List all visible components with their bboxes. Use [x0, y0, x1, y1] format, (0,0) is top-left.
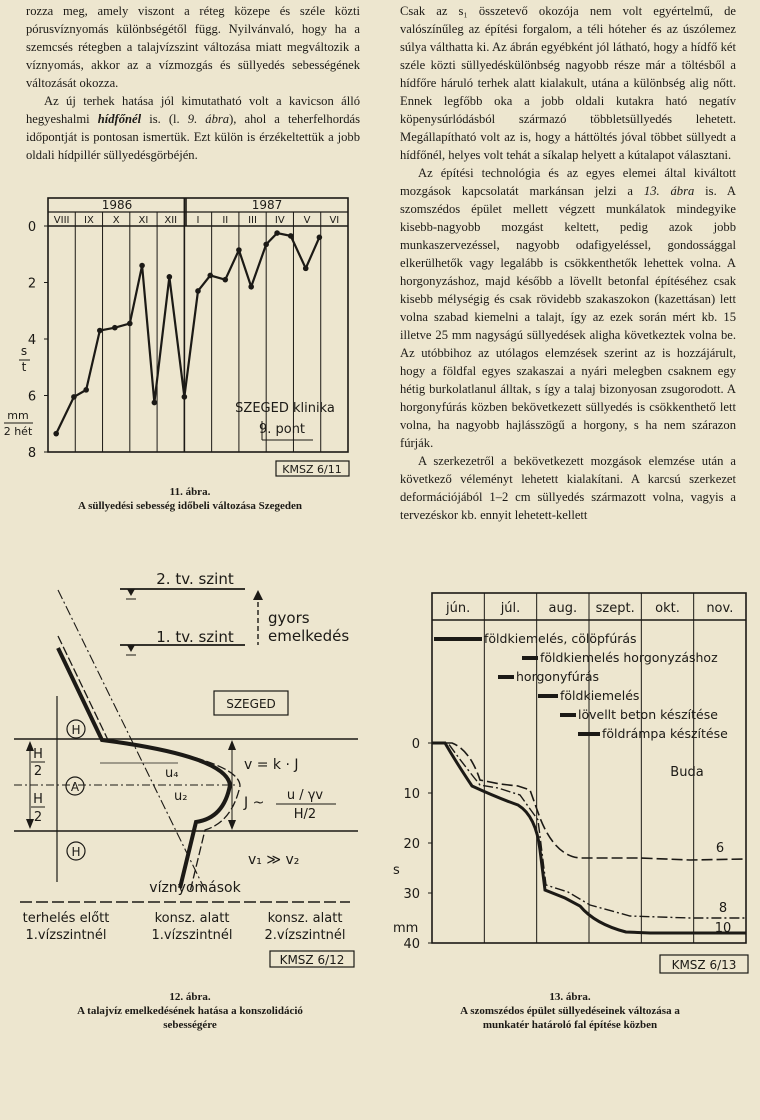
fig11-unit-bottom: 2 hét	[3, 425, 33, 438]
paragraph: Az építési technológia és az egyes elemei által kiváltott mozgások kapcsolatát markánsan jelzi a 13. ábra is. A szomszédos épület mellett végzett munkálatok mindegyike kisebb-nagyobb mozgást keltett, pedig azok jobb munkaszervezéssel, nagyobb odafigyeléssel, gondossággal elkerülhetők vagy legalább is csökkenthetők lehettek volna. A horgonyzáshoz, majd később a lövellt betonfal építéséhez csak kisebb mélységig és csak rövidebb szakaszokon (kazettásan) lett volna szabad kiemelni a talajt, így az ezek során mért kb. 15 illetve 25 mm nagyságú süllyedések aligha következtek volna be. Az utóbbihoz az utólagos elemzések szerint az is hozzájárult, hogy a földfal egyes szakaszai a nyári melegben csaknem egy hétig burkolatlanul álltak, s így a talaj bizonyosan zsugorodott. A horgonyfúrás közben bekövetkezett süllyedés is csökkenthető lett volna, ha nagyobb hajlásszögű a horgony, s ha nem szárazon fúrják.	[400, 166, 736, 450]
fig13-activities	[434, 631, 728, 741]
fig11-y-tick-label: 2	[27, 276, 37, 292]
fig13-y-tick-label: 0	[411, 737, 420, 752]
fig11-data-point	[274, 230, 280, 236]
level-1-marker	[120, 628, 245, 655]
fig11-month-label: V	[303, 215, 311, 226]
paragraph: Az új terhek hatása jól kimutatható volt a kavicson álló hegyeshalmi hídfőnél is. (l. 9. ábra), ahol a teherfelhordás időpontját is pontosan ismertük. Ezt külön is érzékeltettük a jobb oldali hídpillér süllyedésgörbéjén.	[26, 94, 360, 162]
fig12-bottom-labels	[23, 911, 346, 943]
fig11-data-point	[288, 233, 294, 239]
fig11-number: 11. ábra.	[169, 486, 211, 498]
fig11-month-labels	[54, 215, 339, 226]
fig11-year-1986: 1986	[101, 198, 133, 212]
u2-label: u₂	[174, 789, 188, 804]
pressures-label: víznyomások	[149, 880, 241, 896]
fig11-data-point	[71, 394, 77, 400]
fig11-unit-top: mm	[7, 409, 29, 422]
half-bottom-num: H	[33, 792, 43, 807]
fig11-data-point	[317, 235, 323, 241]
fig11-data-point	[167, 274, 173, 280]
fig11-annotation-2: 9. pont	[258, 422, 306, 437]
fig11-data-point	[139, 263, 145, 269]
curve-label-10: 10	[714, 921, 732, 936]
fig11-month-label: VIII	[53, 215, 70, 226]
fig11-data-point	[83, 387, 89, 393]
fig11-data-point	[248, 284, 254, 290]
fig11-month-label: XI	[138, 215, 149, 226]
fig11-y-tick-label: 0	[27, 220, 37, 235]
activity-label: földrámpa készítése	[602, 726, 728, 741]
fig12-caption	[20, 990, 360, 1032]
fig13-caption-line-1: A szomszédos épület süllyedéseinek változása a	[460, 1005, 680, 1017]
fig11-data-point	[53, 431, 59, 437]
fig12-label: konsz. alatt	[154, 911, 230, 926]
u4-label: u₄	[165, 766, 179, 781]
fig11-month-label: I	[196, 215, 200, 226]
fig11-y-tick-label: 6	[27, 389, 37, 405]
curve-label-8: 8	[718, 901, 728, 916]
fig11-month-label: IV	[274, 215, 285, 226]
fig11-data-point	[236, 247, 242, 253]
activity-label: horgonyfúrás	[516, 669, 600, 684]
rise-label-2: emelkedés	[268, 627, 350, 645]
rise-arrow	[253, 590, 349, 645]
fig13-month-label: okt.	[655, 601, 680, 616]
fig11-data-point	[207, 273, 213, 279]
fig11-data-point	[195, 288, 201, 294]
figure-13-chart	[390, 590, 760, 1000]
fig11-data-point	[182, 394, 188, 400]
layer-h-bottom: H	[71, 845, 81, 859]
fig11-ylabel-s: s	[20, 344, 28, 358]
fig11-y-tick-label: 4	[27, 333, 37, 348]
paragraph: rozza meg, amely viszont a réteg közepe és széle közti pórusvíznyomás különbségétől függ. Nyilvánvaló, hogy ha a szemcsés rétegben a talajvízszint változása miatt megváltozik a víznyomás, akkor az a vízmozgás és süllyedés sebességének változását okozza.	[26, 4, 360, 90]
activity-label: lövellt beton készítése	[578, 707, 718, 722]
half-top-num: H	[33, 747, 43, 762]
half-top-den: 2	[33, 764, 43, 779]
fig11-month-label: XII	[164, 215, 178, 226]
fig11-y-tick-label: 8	[27, 446, 37, 461]
fig13-code: KMSZ 6/13	[671, 958, 737, 972]
pressure-line-level2	[58, 636, 240, 892]
fig11-month-label: X	[112, 215, 120, 226]
fig11-ylabel-t: t	[21, 360, 27, 374]
half-bottom-den: 2	[33, 810, 43, 825]
activity-label: földkiemelés	[560, 688, 640, 703]
activity-label: földkiemelés horgonyzáshoz	[540, 650, 718, 665]
fig11-data-point	[112, 325, 118, 331]
level-1-label: 1. tv. szint	[156, 628, 234, 646]
fig12-label: 1.vízszintnél	[25, 928, 107, 943]
fig11-data-point	[152, 400, 158, 406]
fig12-label: 2.vízszintnél	[264, 928, 346, 943]
layer-a: A	[70, 780, 80, 794]
fig12-caption-line-1: A talajvíz emelkedésének hatása a konszolidáció	[77, 1005, 303, 1017]
eq-gradient-num: u / γv	[286, 788, 324, 803]
eq-gradient-lhs: J ~	[244, 795, 265, 811]
pressure-line-level1	[58, 648, 230, 888]
fig11-annotation-1: SZEGED klinika	[235, 401, 335, 416]
rise-label-1: gyors	[268, 609, 310, 627]
eq-velocity: v = k · J	[244, 757, 299, 773]
fig11-data-point	[303, 266, 309, 272]
figure-12-diagram	[0, 560, 370, 980]
city-label: SZEGED	[226, 697, 276, 711]
fig12-caption-line-2: sebességére	[163, 1019, 217, 1031]
layer-h-top: H	[71, 723, 81, 737]
fig13-y-tick-label: 40	[403, 937, 420, 952]
fig11-caption	[20, 485, 360, 513]
fig11-month-label: IX	[84, 215, 94, 226]
fig11-caption-text: A süllyedési sebesség időbeli változása Szegeden	[78, 500, 302, 512]
fig13-y-tick-label: 30	[403, 887, 420, 902]
fig13-month-label: aug.	[548, 601, 578, 616]
fig13-place: Buda	[670, 765, 704, 780]
fig13-ylabel: s	[393, 863, 400, 878]
eq-gradient-den: H/2	[293, 807, 317, 822]
fig13-y-tick-label: 10	[403, 787, 420, 802]
fig13-y-ticks	[403, 737, 432, 952]
fig12-label: terhelés előtt	[22, 911, 110, 926]
fig13-unit: mm	[393, 921, 419, 936]
level-2-label: 2. tv. szint	[156, 570, 234, 588]
fig13-y-tick-label: 20	[403, 837, 420, 852]
fig11-month-label: II	[222, 215, 229, 226]
fig11-code: KMSZ 6/11	[282, 463, 342, 476]
fig12-label: 1.vízszintnél	[151, 928, 233, 943]
fig13-caption-line-2: munkatér határoló fal építése közben	[482, 1019, 658, 1031]
fig13-month-label: nov.	[706, 601, 734, 616]
curve-label-6: 6	[715, 841, 725, 856]
paragraph: A szerkezetről a bekövetkezett mozgások elemzése után a következő véleményt lehetett kialakítani. A karcsú szerkezet deformációjából 1–2 cm süllyedés származott volna, vagyis a tervezéskor kb. ennyit lehetett-kellett	[400, 454, 736, 522]
fig11-month-label: III	[248, 215, 257, 226]
paragraph: Csak az s₁ összetevő okozója nem volt egyértelmű, de valószínűleg az építési forgalom, a téli hóteher és az úszólemez súlya válthatta ki. Az ábrán egyébként jól látható, hogy a hídfő két széle közti süllyedéskülönbség nagyobb része már a töltésből a hídfőre háruló terhek alatt kialakult, utána a különbség alig nőtt. Ennek legfőbb oka a jobb oldali kutakra ható negatív köpenysúrlódásból származó többletsüllyedés lehetett. Megállapítható volt az is, hogy a háttöltés jóval többet süllyedt a hídfőnél, helyes volt tehát a síkalap helyett a kútalapot választani.	[400, 4, 736, 162]
left-text-column	[26, 2, 360, 164]
fig13-month-label: júl.	[500, 601, 521, 616]
fig13-month-label: szept.	[595, 601, 635, 616]
fig12-code: KMSZ 6/12	[279, 953, 345, 967]
velocity-relation: v₁ ≫ v₂	[248, 852, 300, 868]
right-text-column	[400, 2, 736, 524]
fig13-caption	[400, 990, 740, 1032]
fig12-number: 12. ábra.	[169, 991, 211, 1003]
fig11-data-point	[263, 242, 269, 248]
fig11-month-label: VI	[329, 215, 340, 226]
fig13-month-label: jún.	[446, 601, 471, 616]
fig13-number: 13. ábra.	[549, 991, 591, 1003]
level-2-marker	[120, 570, 245, 599]
fig11-data-point	[222, 277, 228, 283]
fig11-data-point	[97, 328, 103, 334]
fig11-year-1987: 1987	[251, 198, 283, 212]
activity-label: földkiemelés, cölöpfúrás	[484, 631, 637, 646]
fig11-data-point	[127, 321, 133, 327]
figure-11-chart	[0, 190, 370, 490]
fig12-label: konsz. alatt	[267, 911, 343, 926]
